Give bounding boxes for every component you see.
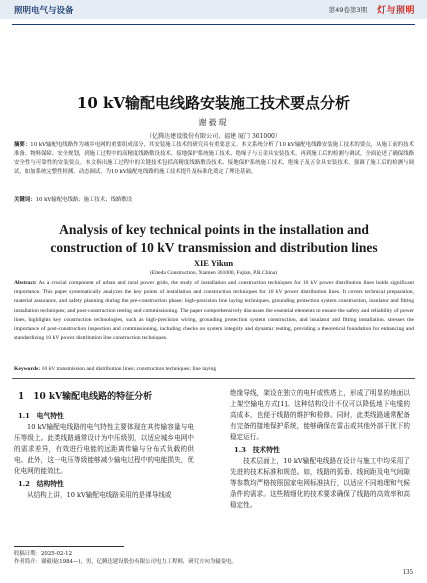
subsection-1-2-heading: 1.2 结构特性 <box>18 480 64 488</box>
chinese-abstract-text: 10 kV输配电线路作为城乡电网的重要组成部分，其安装施工技术的研究具有重要意义。本文系统分析了10 kV输配电线路安装施工技术的要点，从施工前的技术准备、物料保障、安全规划，到施工过程中的高精度线路敷设技术、接地保护系统施工技术、绝缘子与五金具安装技术，再到施工后的检测与调试，全面论述了确保线路安全性与可靠性的安装要点。本文指出施工过程中的关键技术包括高精度线路敷设技术、接地保护系统施工技术、绝缘子及五金具安装技术，强调了施工后的检测与调试，如加系统完整性检测、动态调试，为10 kV输配电线路的施工技术提升及标准化奠定了理论基础。 <box>14 142 414 176</box>
english-abstract <box>14 279 414 343</box>
author-bio: 作者简介：谢毅琨(1984—)，男，亿腾达建设股份有限公司电力工程师，研究方向为输变电。 <box>14 559 237 566</box>
subsection-1-3-heading: 1.3 技术特性 <box>234 446 280 454</box>
paragraph-structure-cont: 绝缘导线，架设在独立的电杆或铁塔上，形成了明显的地面以上架空输电方式[1]。这种结构设计不仅可以降低地下电缆的高成本，也便于线路的维护和检修。同时，此类线路通常配备有完备的接地保护系统，能够确保在雷击或其他外部干扰下的稳定运行。 <box>230 389 410 441</box>
abstract-divider <box>12 378 415 379</box>
chinese-keywords-label: 关键词： <box>14 197 36 203</box>
chinese-keywords-text: 10 kV输配电线路；施工技术；线路敷设 <box>35 197 133 203</box>
footnote-divider <box>14 546 124 547</box>
english-abstract-text: As a crucial component of urban and rural power grids, the study of installation and construction techniques for 10 kV power distribution lines holds significant importance. This paper systematically analyzes the key points of installation and construction techniques for 10 kV power distribution lines. It covers technical preparation, material assurance, and safety planning during the pre-construction phase; high-precision line laying techniques, grounding protection system construction, insulator and fitting installation techniques; and post-construction testing and commissioning. The paper comprehensively discusses the essential elements to ensure the safety and reliability of power lines, highlights key construction technologies, such as high-precision wiring, grounding protection system construction, and insulator and fitting installation. stresses the importance of post-construction inspection and commissioning, including checks on system integrity and dynamic testing, providing a theoretical foundation for enhancing and standardizing 10 kV power distribution line construction techniques. <box>14 280 414 342</box>
body-column-right <box>230 388 410 511</box>
english-title-line-2: construction of 10 kV transmission and distribution lines <box>50 240 378 255</box>
english-keywords-text: 10 kV transmission and distribution lines; construction techniques; line laying <box>41 366 217 372</box>
journal-logo: 灯与照明 <box>376 6 415 16</box>
chinese-abstract <box>14 141 414 177</box>
english-abstract-label: Abstract: <box>14 280 37 286</box>
english-affiliation: (Eiteda Construction, Xiamen 361000, Fujian, P.R.China) <box>149 270 278 276</box>
english-title <box>14 221 414 257</box>
page-number: 135 <box>402 568 413 576</box>
issue-number: 第49卷第3期 <box>328 6 367 14</box>
header-divider <box>12 24 415 25</box>
received-date: 收稿日期：2025-02-12 <box>14 551 73 557</box>
body-column-left <box>14 388 194 501</box>
chinese-abstract-label: 摘要： <box>14 142 31 148</box>
chinese-affiliation: （亿腾达建设股份有限公司，福建 厦门 361000） <box>146 133 281 140</box>
paragraph-structure-start: 从结构上讲，10 kV输配电线路采用的是裸导线或 <box>27 491 172 499</box>
english-keywords <box>14 365 414 374</box>
chinese-keywords <box>14 196 414 205</box>
journal-header-bar <box>0 0 427 19</box>
english-keywords-label: Keywords: <box>14 366 41 372</box>
subsection-1-1-heading: 1.1 电气特性 <box>18 412 64 420</box>
paragraph-electrical: 10 kV输配电线路的电气特性主要体现在其传输容量与电压等级上。此类线路通常设计为中压级别，以适应城乡电网中的需求差异，有效进行电能的远距离传输与分布式负载的供电。此外，这一电压等级能够减少输电过程中的电能损失，优化电网的能效比。 <box>14 423 194 475</box>
chinese-title: 10 kV输配电线路安装施工技术要点分析 <box>76 94 351 112</box>
chinese-author: 谢毅琨 <box>198 118 229 127</box>
section-1-heading: 1 10 kV输配电线路的特征分析 <box>18 392 153 402</box>
journal-name: 照明电气与设备 <box>14 6 74 16</box>
footnote <box>14 550 394 567</box>
english-title-line-1: Analysis of key technical points in the installation and <box>59 222 369 237</box>
english-author: XIE Yikun <box>193 258 234 268</box>
paragraph-technical: 技术层面上，10 kV输配电线路在设计与施工中均采用了先进的技术标准和规范。如，线路的弧垂、线间距及电气间隙等参数均严格按照国家电网标准执行，以适应不同地理和气候条件的需求。这些精细化的技术要求确保了线路的高效率和高稳定性。 <box>230 457 410 509</box>
